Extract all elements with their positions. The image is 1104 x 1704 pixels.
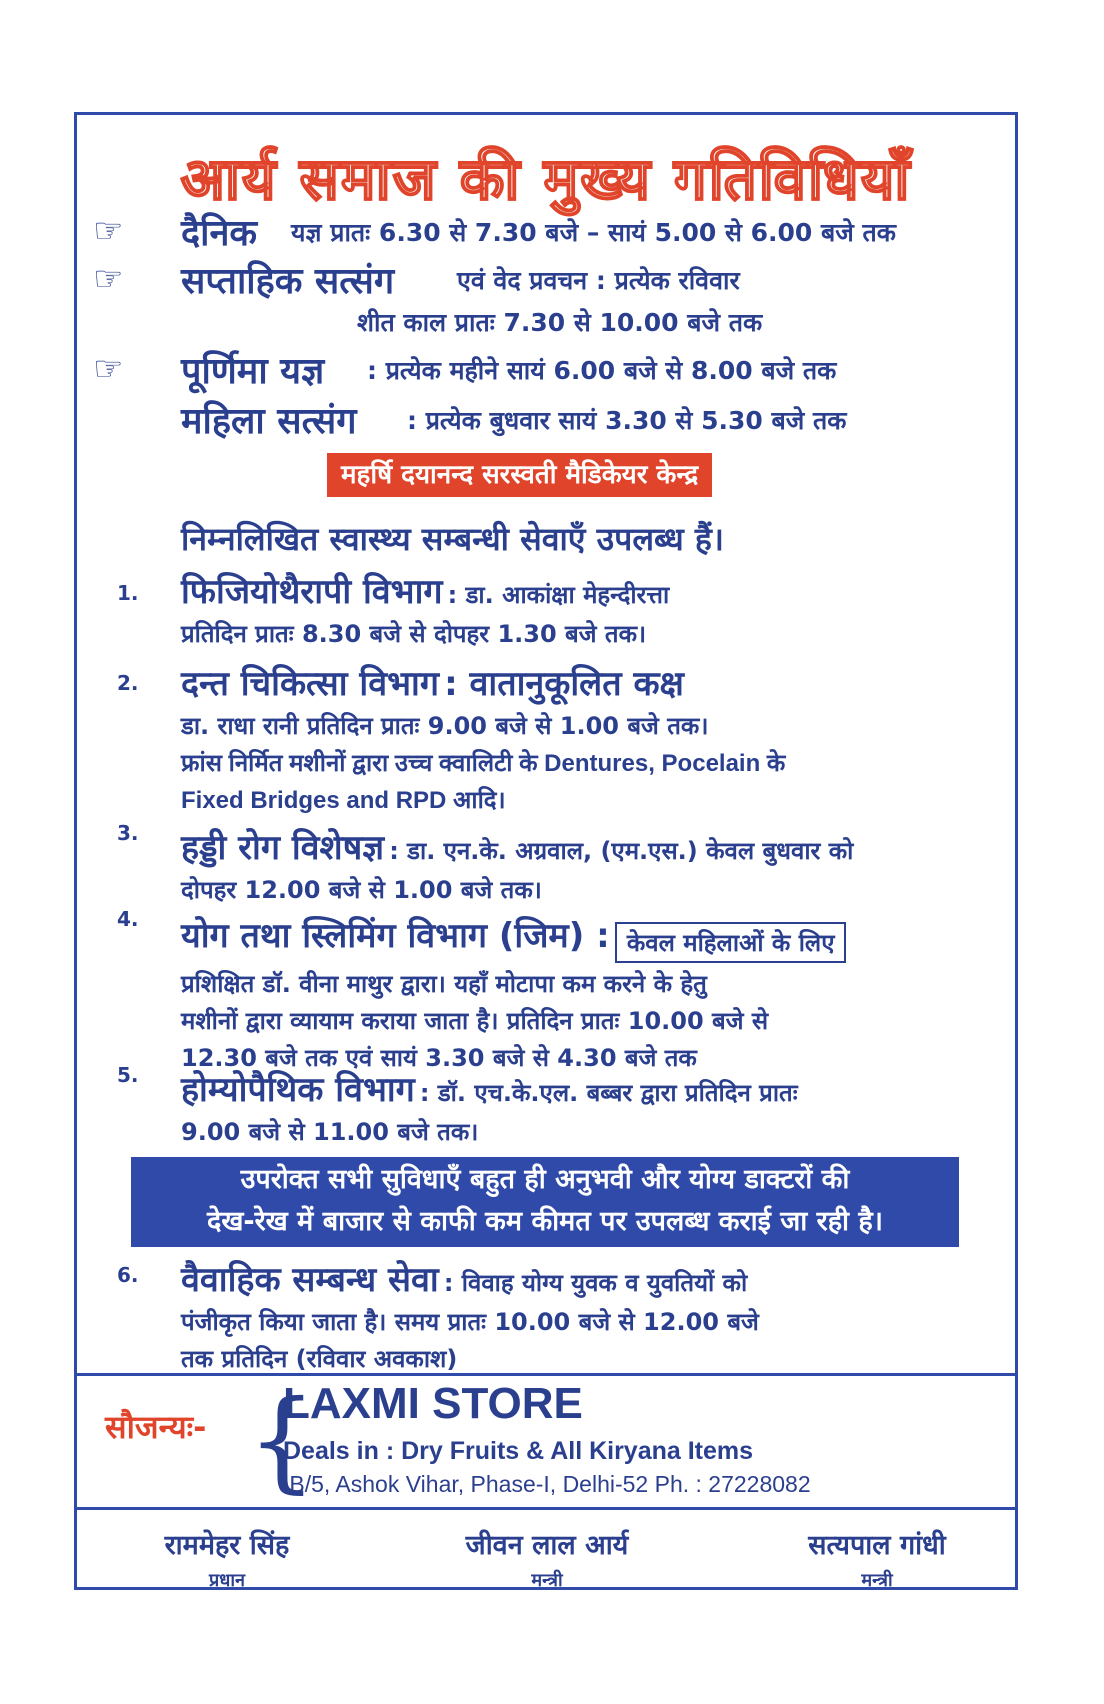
signatory-role: मन्त्री <box>531 1570 563 1591</box>
service-line: फ्रांस निर्मित मशीनों द्वारा उच्च क्वालिटी के Dentures, Pocelain के <box>181 750 786 777</box>
service-number: 1. <box>117 581 139 605</box>
service-head: हड्डी रोग विशेषज्ञ <box>181 828 385 868</box>
weekly-label: सप्ताहिक सत्संग <box>181 261 395 302</box>
service-line: डा. राधा रानी प्रतिदिन प्रातः 9.00 बजे से 1.00 बजे तक। <box>181 712 709 740</box>
purnima-label: पूर्णिमा यज्ञ <box>181 351 325 392</box>
weekly-text-2: शीत काल प्रातः 7.30 से 10.00 बजे तक <box>357 308 763 337</box>
mahila-label: महिला सत्संग <box>181 401 357 442</box>
service-physiotherapy <box>181 567 995 650</box>
service-line: पंजीकृत किया जाता है। समय प्रातः 10.00 बजे से 12.00 बजे <box>181 1308 759 1336</box>
signatory-name: जीवन लाल आर्य <box>465 1530 629 1561</box>
service-line: प्रशिक्षित डॉ. वीना माथुर द्वारा। यहाँ मोटापा कम करने के हेतु <box>181 970 707 998</box>
service-line: 9.00 बजे से 11.00 बजे तक। <box>181 1118 479 1146</box>
service-yoga-gym <box>181 911 995 1074</box>
brace-glyph: { <box>247 1376 317 1504</box>
notice-line: उपरोक्त सभी सुविधाएँ बहुत ही अनुभवी और योग्य डाक्टरों की <box>240 1164 850 1195</box>
weekly-text: एवं वेद प्रवचन : प्रत्येक रविवार <box>457 266 740 295</box>
service-head-extra: : विवाह योग्य युवक व युवतियों को <box>443 1269 748 1297</box>
medicare-center-banner: महर्षि दयानन्द सरस्वती मैडिकेयर केन्द्र <box>327 453 712 497</box>
service-number: 2. <box>117 671 139 695</box>
women-only-badge: केवल महिलाओं के लिए <box>615 922 847 963</box>
mahila-text: : प्रत्येक बुधवार सायं 3.30 से 5.30 बजे तक <box>407 406 847 435</box>
service-line: Fixed Bridges and RPD आदि। <box>181 787 506 814</box>
pointing-hand-icon: ☞ <box>93 259 124 299</box>
service-line: मशीनों द्वारा व्यायाम कराया जाता है। प्रतिदिन प्रातः 10.00 बजे से <box>181 1007 769 1035</box>
purnima-text: : प्रत्येक महीने सायं 6.00 बजे से 8.00 बजे तक <box>367 356 837 385</box>
signatory <box>427 1525 667 1592</box>
service-head-extra: : डा. आकांक्षा मेहन्दीरत्ता <box>447 581 670 609</box>
page-title: आर्य समाज की मुख्य गतिविधियाँ <box>180 145 912 213</box>
sponsor-deals: Deals in : Dry Fruits & All Kiryana Items <box>283 1437 754 1465</box>
service-head: वैवाहिक सम्बन्ध सेवा <box>181 1260 439 1300</box>
service-homeopathy <box>181 1065 995 1148</box>
notice-frame <box>74 112 1018 1590</box>
pointing-hand-icon: ☞ <box>93 211 124 251</box>
service-line: तक प्रतिदिन (रविवार अवकाश) <box>181 1345 458 1373</box>
divider <box>77 1373 1015 1376</box>
signatory-role: मन्त्री <box>861 1570 893 1591</box>
services-intro: निम्नलिखित स्वास्थ्य सम्बन्धी सेवाएँ उपलब्ध हैं। <box>181 520 725 558</box>
daily-label: दैनिक <box>181 213 258 254</box>
service-head-extra: : वातानुकूलित कक्ष <box>444 664 684 704</box>
service-head-extra: : डॉ. एच.के.एल. बब्बर द्वारा प्रतिदिन प्रातः <box>419 1079 798 1107</box>
service-number: 5. <box>117 1063 139 1087</box>
service-head: फिजियोथैरापी विभाग <box>181 572 443 612</box>
service-dental <box>181 659 995 816</box>
daily-text: यज्ञ प्रातः 6.30 से 7.30 बजे – सायं 5.00 से 6.00 बजे तक <box>291 218 896 247</box>
service-number: 6. <box>117 1263 139 1287</box>
courtesy-label: सौजन्यः- <box>105 1408 207 1446</box>
pointing-hand-icon: ☞ <box>93 349 124 389</box>
divider <box>77 1507 1015 1510</box>
signatory-role: प्रधान <box>209 1570 245 1591</box>
signatory <box>107 1525 347 1592</box>
service-head: दन्त चिकित्सा विभाग <box>181 664 439 704</box>
signatory-name: सत्यपाल गांधी <box>808 1530 946 1561</box>
service-head: योग तथा स्लिमिंग विभाग (जिम) : <box>181 916 610 956</box>
service-line: दोपहर 12.00 बजे से 1.00 बजे तक। <box>181 876 542 904</box>
service-line: प्रतिदिन प्रातः 8.30 बजे से दोपहर 1.30 बजे तक। <box>181 620 647 648</box>
sponsor-address: IB/5, Ashok Vihar, Phase-I, Delhi-52 Ph. : 27228082 <box>283 1471 811 1497</box>
service-number: 4. <box>117 907 139 931</box>
service-orthopedic <box>181 823 995 906</box>
service-head: होम्योपैथिक विभाग <box>181 1070 415 1110</box>
notice-banner <box>131 1157 959 1247</box>
service-line: 12.30 बजे तक एवं सायं 3.30 बजे से 4.30 बजे तक <box>181 1044 697 1072</box>
notice-line: देख-रेख में बाजार से काफी कम कीमत पर उपलब्ध कराई जा रही है। <box>206 1206 884 1237</box>
signatory-name: राममेहर सिंह <box>164 1530 290 1561</box>
sponsor-store-name: LAXMI STORE <box>283 1379 583 1428</box>
service-number: 3. <box>117 821 139 845</box>
service-matrimonial <box>181 1255 995 1375</box>
signatory <box>757 1525 997 1592</box>
service-head-extra: : डा. एन.के. अग्रवाल, (एम.एस.) केवल बुधवार को <box>389 837 854 865</box>
